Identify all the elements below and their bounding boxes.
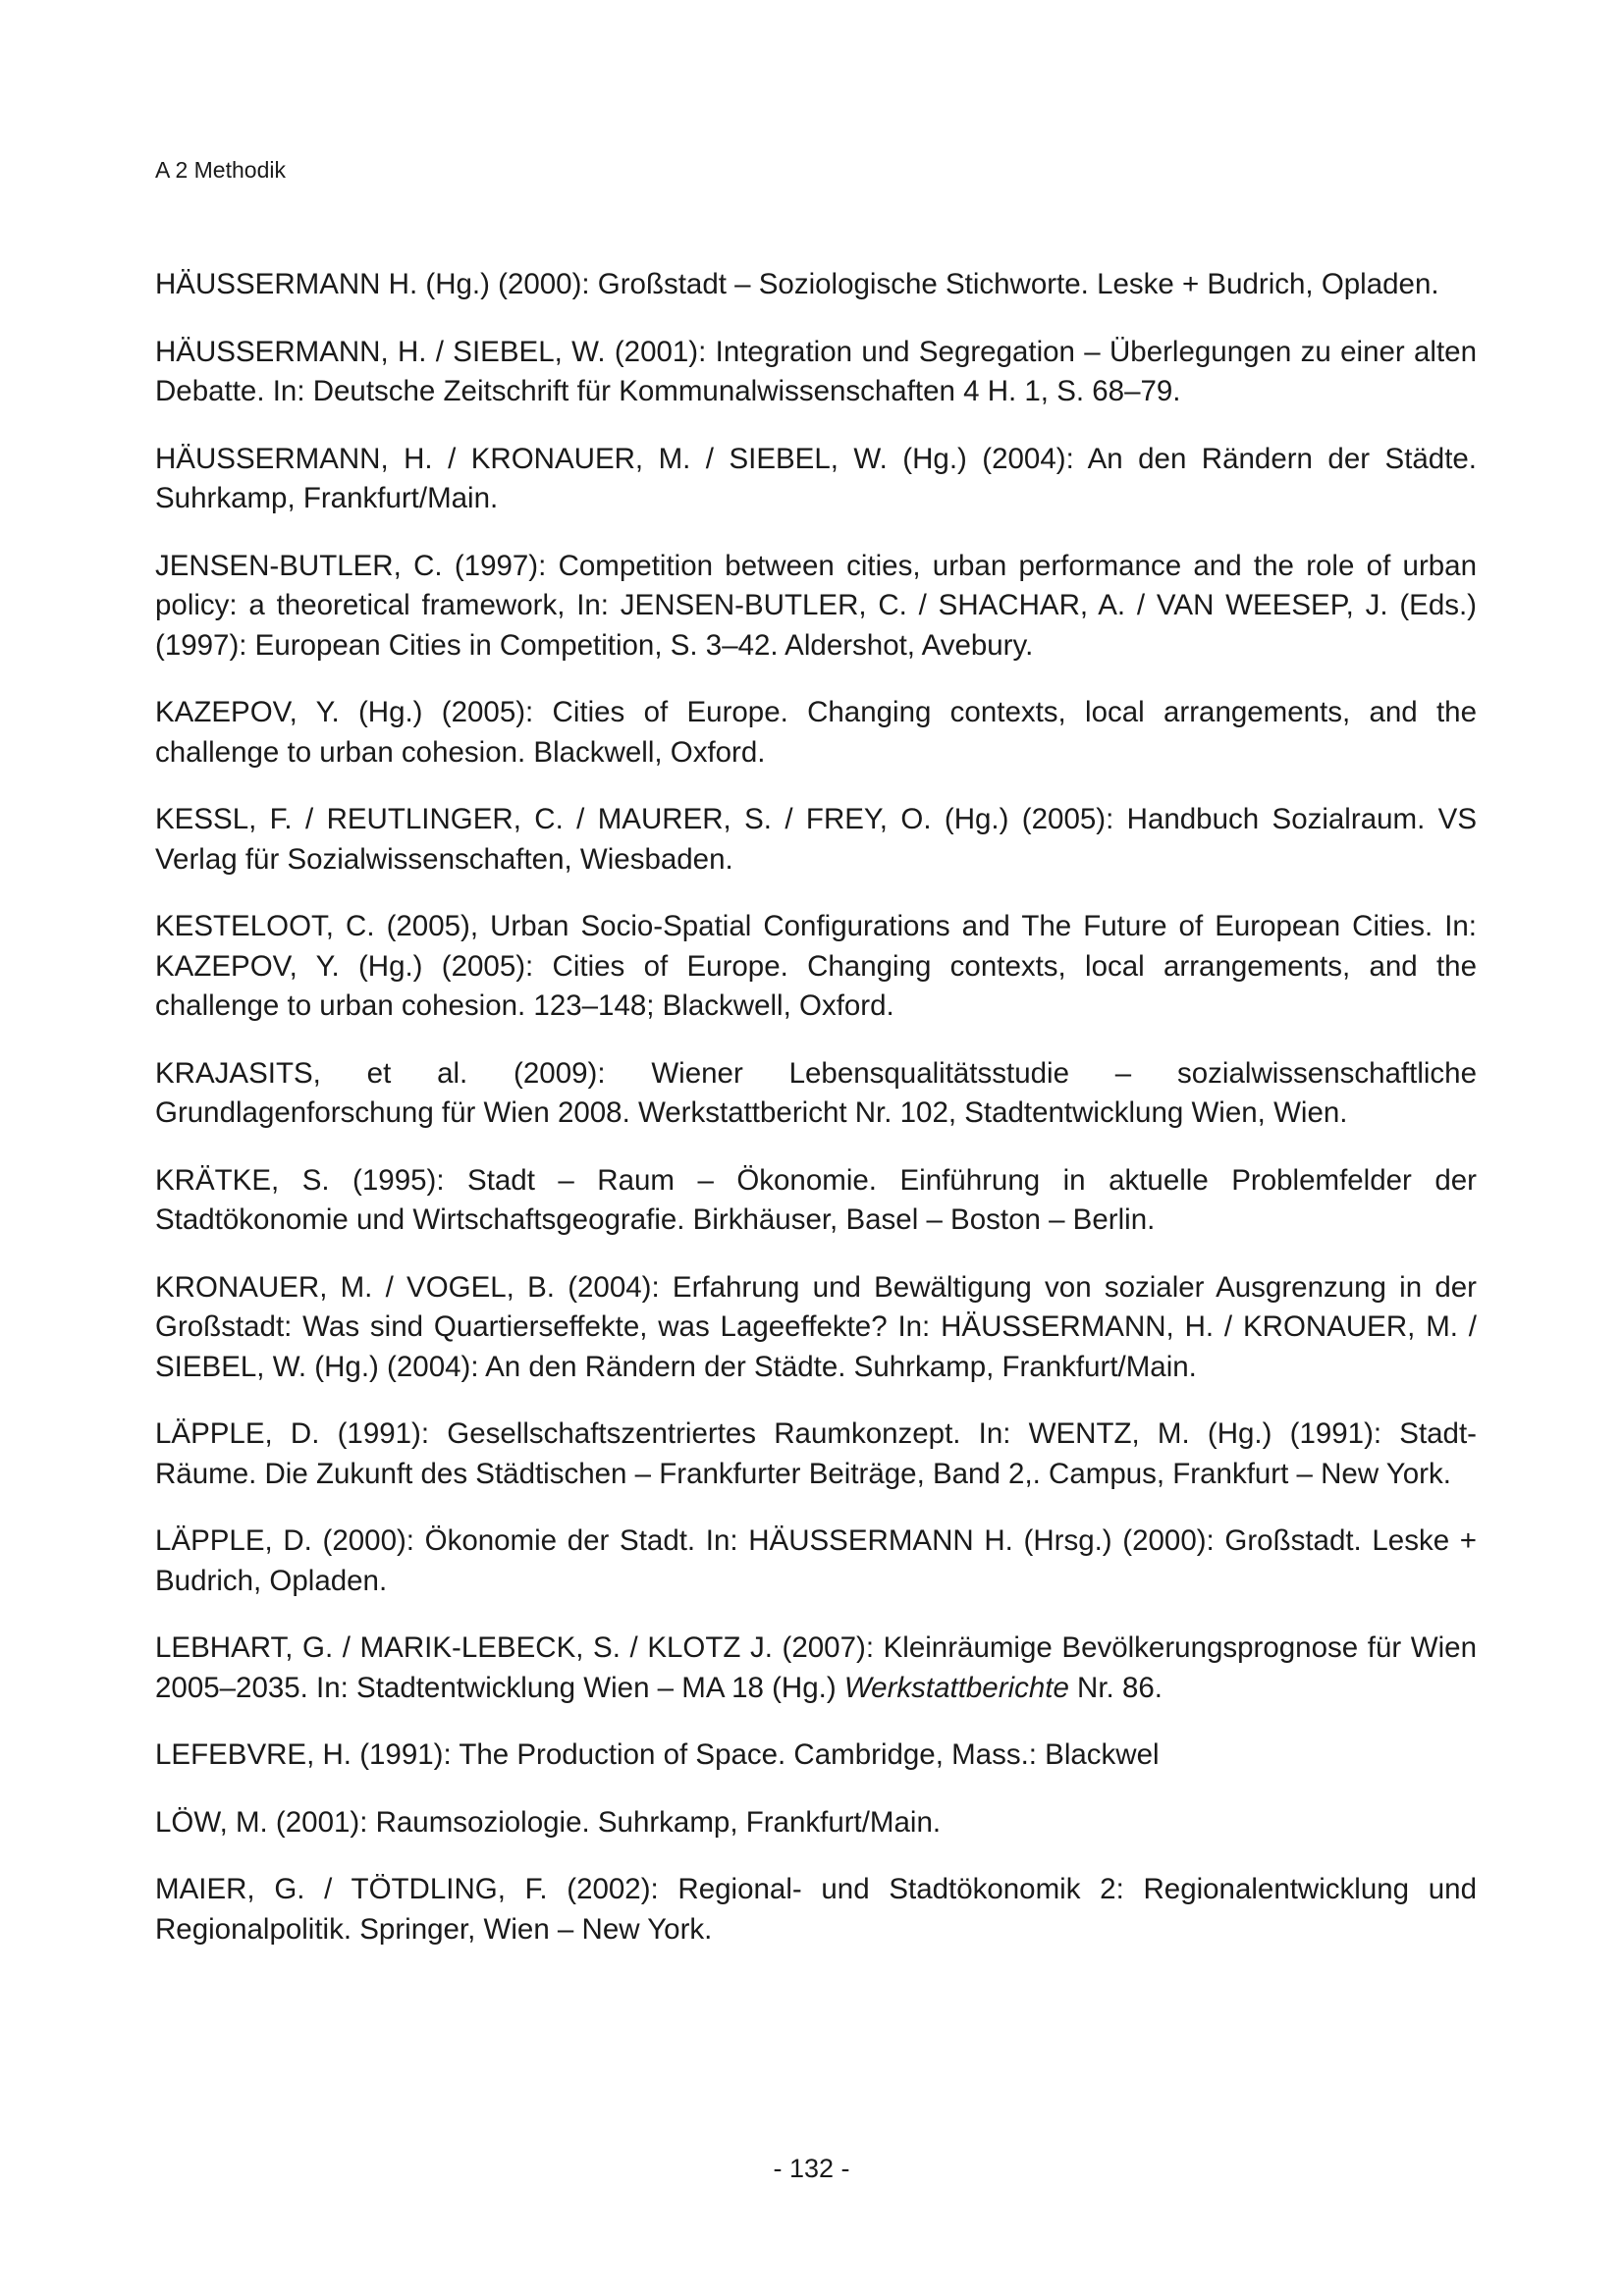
reference-entry: JENSEN-BUTLER, C. (1997): Competition between cities, urban performance and the role of urban policy: a theoretical framework, In: JENSEN-BUTLER, C. / SHACHAR, A. / VAN WEESEP, J. (Eds.) (1997): European Cities in Competition, S. 3–42. Aldershot, Avebury.	[155, 549, 1477, 662]
reference-entry	[155, 1629, 1477, 1708]
reference-text: LEBHART, G. / MARIK-LEBECK, S. / KLOTZ J. (2007): Kleinräumige Bevölkerungsprognose für Wien 2005–2035. In: Stadtentwicklung Wien – MA 18 (Hg.)	[155, 1631, 1477, 1704]
reference-entry: MAIER, G. / TÖTDLING, F. (2002): Regional- und Stadtökonomik 2: Regionalentwicklung und Regionalpolitik. Springer, Wien – New York.	[155, 1873, 1477, 1946]
reference-series-title: Werkstattberichte	[843, 1671, 1069, 1704]
reference-entry: HÄUSSERMANN H. (Hg.) (2000): Großstadt – Soziologische Stichworte. Leske + Budrich, Opladen.	[155, 268, 1439, 300]
reference-entry: LÄPPLE, D. (2000): Ökonomie der Stadt. In: HÄUSSERMANN H. (Hrsg.) (2000): Großstadt. Leske + Budrich, Opladen.	[155, 1524, 1477, 1597]
reference-entry: HÄUSSERMANN, H. / KRONAUER, M. / SIEBEL, W. (Hg.) (2004): An den Rändern der Städte. Suhrkamp, Frankfurt/Main.	[155, 442, 1477, 514]
reference-entry: KRAJASITS, et al. (2009): Wiener Lebensqualitätsstudie – sozialwissenschaftliche Grundlagenforschung für Wien 2008. Werkstattbericht Nr. 102, Stadtentwicklung Wien, Wien.	[155, 1056, 1477, 1129]
reference-entry: KRÄTKE, S. (1995): Stadt – Raum – Ökonomie. Einführung in aktuelle Problemfelder der Stadtökonomie und Wirtschaftsgeografie. Birkhäuser, Basel – Boston – Berlin.	[155, 1163, 1477, 1236]
reference-list	[155, 265, 1477, 1977]
reference-text: Nr. 86.	[1068, 1671, 1163, 1704]
reference-entry: KRONAUER, M. / VOGEL, B. (2004): Erfahrung und Bewältigung von sozialer Ausgrenzung in der Großstadt: Was sind Quartierseffekte, was Lageeffekte? In: HÄUSSERMANN, H. / KRONAUER, M. / SIEBEL, W. (Hg.) (2004): An den Rändern der Städte. Suhrkamp, Frankfurt/Main.	[155, 1270, 1477, 1383]
reference-entry: LÄPPLE, D. (1991): Gesellschaftszentriertes Raumkonzept. In: WENTZ, M. (Hg.) (1991): Stadt-Räume. Die Zukunft des Städtischen – Frankfurter Beiträge, Band 2,. Campus, Frankfurt – New York.	[155, 1417, 1477, 1490]
reference-entry: KESSL, F. / REUTLINGER, C. / MAURER, S. / FREY, O. (Hg.) (2005): Handbuch Sozialraum. VS Verlag für Sozialwissenschaften, Wiesbaden.	[155, 803, 1477, 876]
reference-entry: LÖW, M. (2001): Raumsoziologie. Suhrkamp, Frankfurt/Main.	[155, 1805, 942, 1839]
page-number: - 132 -	[773, 2154, 850, 2183]
reference-entry: KAZEPOV, Y. (Hg.) (2005): Cities of Europe. Changing contexts, local arrangements, and the challenge to urban cohesion. Blackwell, Oxford.	[155, 696, 1477, 769]
running-header: A 2 Methodik	[155, 157, 286, 183]
reference-entry: HÄUSSERMANN, H. / SIEBEL, W. (2001): Integration und Segregation – Überlegungen zu einer alten Debatte. In: Deutsche Zeitschrift für Kommunalwissenschaften 4 H. 1, S. 68–79.	[155, 335, 1477, 407]
reference-entry: KESTELOOT, C. (2005), Urban Socio-Spatial Configurations and The Future of European Cities. In: KAZEPOV, Y. (Hg.) (2005): Cities of Europe. Changing contexts, local arrangements, and the challenge to urban cohesion. 123–148; Blackwell, Oxford.	[155, 910, 1477, 1022]
reference-entry: LEFEBVRE, H. (1991): The Production of Space. Cambridge, Mass.: Blackwel	[155, 1738, 1160, 1771]
